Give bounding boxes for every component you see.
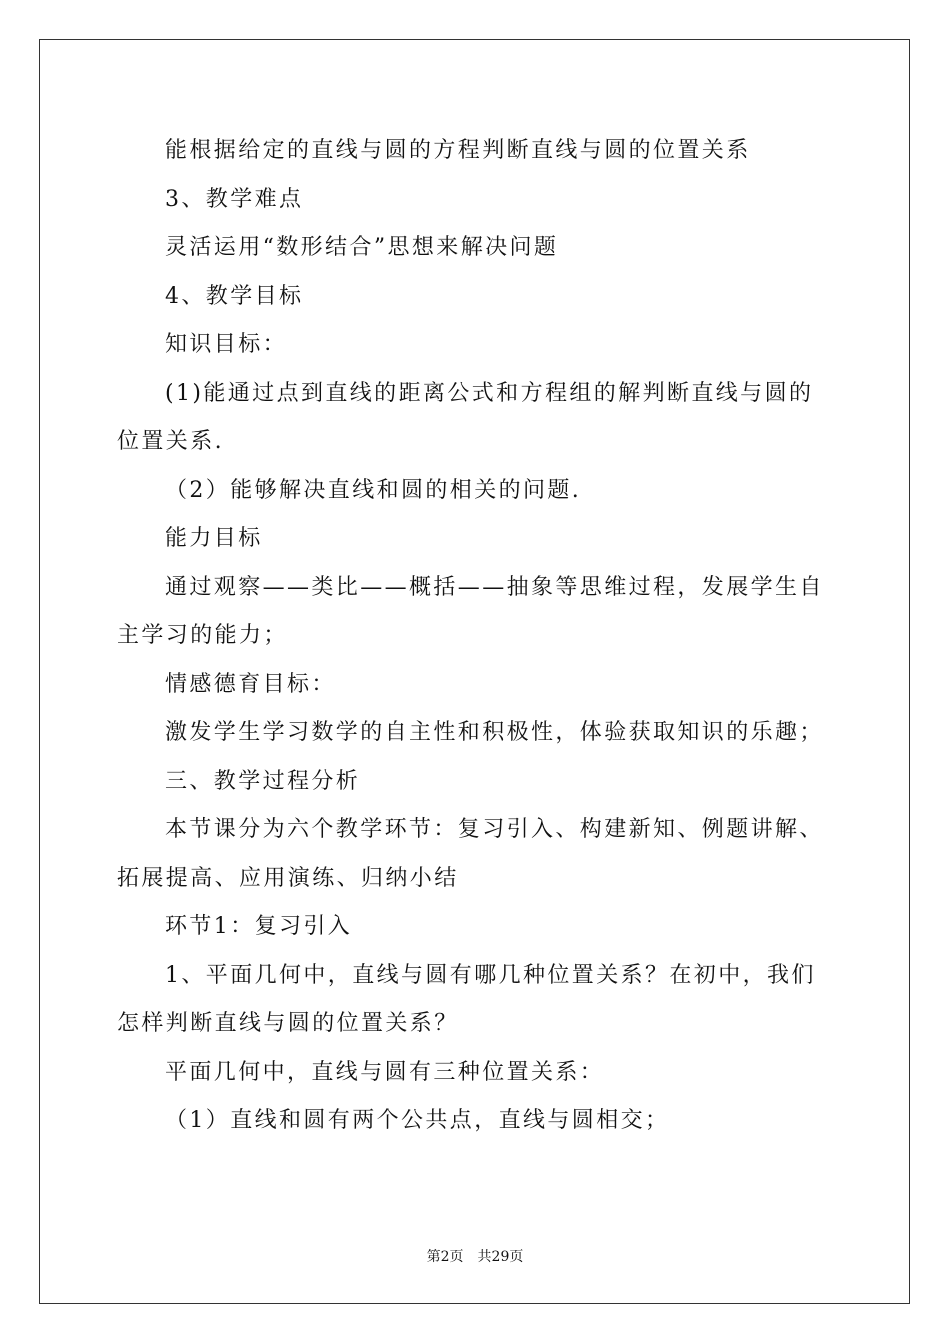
paragraph: (1)能通过点到直线的距离公式和方程组的解判断直线与圆的位置关系. [117,380,814,454]
subheading: 能力目标 [165,526,263,551]
document-body [117,127,837,1146]
paragraph: 灵活运用“数形结合”思想来解决问题 [165,235,559,260]
paragraph: 本节课分为六个教学环节：复习引入、构建新知、例题讲解、拓展提高、应用演练、归纳小结 [117,817,824,891]
page-total: 共29页 [477,1249,524,1265]
page-number: 第2页 [426,1249,464,1265]
page-footer [0,1246,950,1266]
paragraph: （2）能够解决直线和圆的相关的问题. [165,477,582,503]
paragraph: 激发学生学习数学的自主性和积极性，体验获取知识的乐趣； [165,720,824,745]
paragraph: 通过观察——类比——概括——抽象等思维过程，发展学生自主学习的能力； [117,574,824,648]
paragraph: （1）直线和圆有两个公共点，直线与圆相交； [165,1108,670,1133]
subheading: 情感德育目标： [165,671,336,697]
section-heading: 4、教学目标 [165,283,304,309]
subheading: 环节1：复习引入 [165,914,353,939]
subheading: 知识目标： [165,332,288,357]
paragraph: 1、平面几何中，直线与圆有哪几种位置关系？在初中，我们怎样判断直线与圆的位置关系？ [117,962,816,1036]
paragraph: 能根据给定的直线与圆的方程判断直线与圆的位置关系 [165,138,751,163]
section-heading: 3、教学难点 [165,186,304,212]
section-heading: 三、教学过程分析 [165,768,361,794]
paragraph: 平面几何中，直线与圆有三种位置关系： [165,1059,605,1085]
